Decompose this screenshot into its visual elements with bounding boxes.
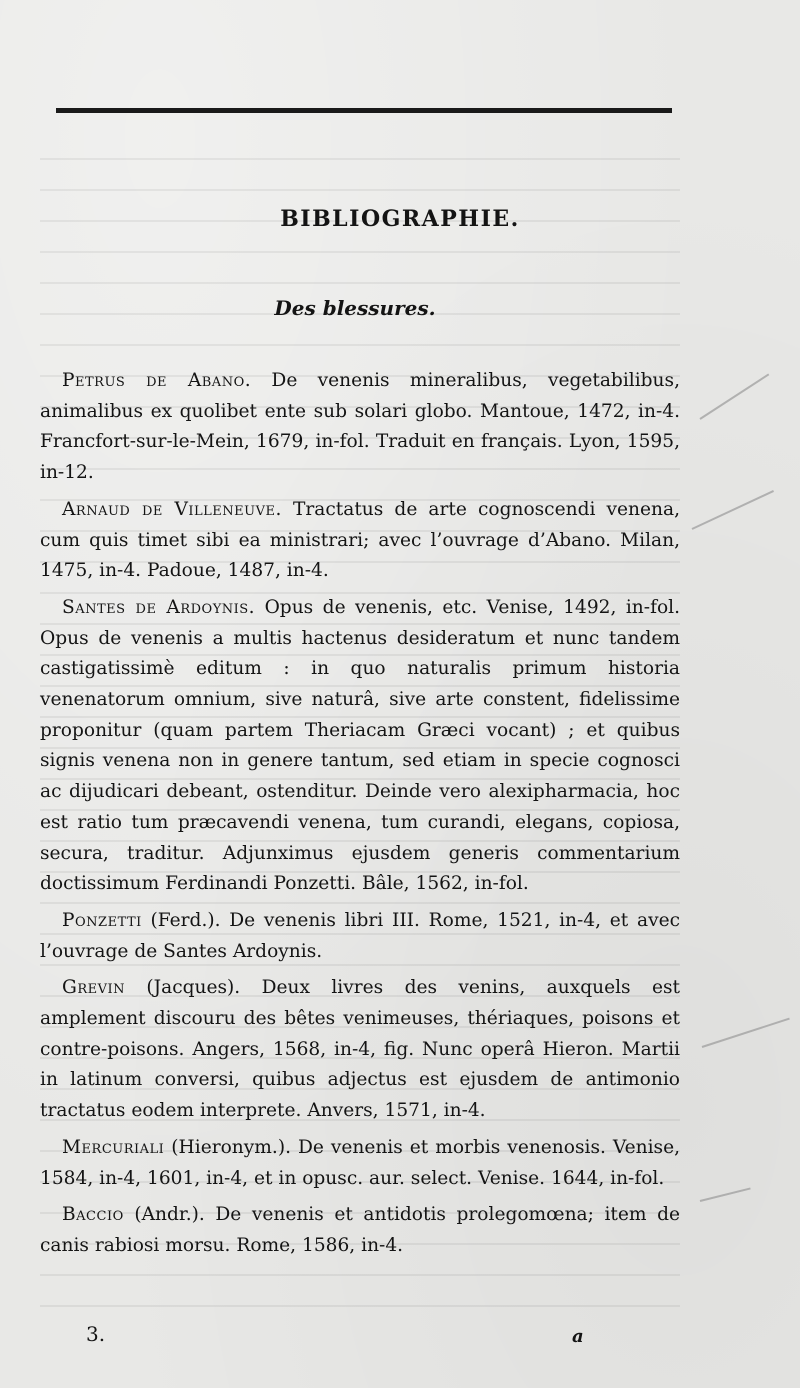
entry-author: Mercuriali <box>62 1136 165 1158</box>
bibliography-list <box>40 366 680 1268</box>
page-heading: BIBLIOGRAPHIE. <box>280 206 520 232</box>
entry-author: Arnaud de Villeneuve. <box>62 498 282 520</box>
bibliography-entry <box>40 1133 680 1194</box>
entry-author: Petrus de Abano. <box>62 370 252 391</box>
bibliography-entry <box>40 366 680 489</box>
bibliography-entry <box>40 973 680 1127</box>
pencil-mark <box>699 374 769 420</box>
entry-author: Santes de Ardoynis. <box>62 596 256 618</box>
bibliography-entry <box>40 495 680 587</box>
section-subheading: Des blessures. <box>274 296 436 320</box>
pencil-mark <box>700 1187 751 1202</box>
pencil-mark <box>702 1018 790 1048</box>
entry-text: (Ferd.). De venenis libri III. Rome, 1521, in-4, et avec l’ouvrage de Santes Ardoynis. <box>40 909 680 962</box>
bibliography-entry <box>40 593 680 900</box>
gathering-letter: a <box>572 1326 584 1347</box>
entry-author: Ponzetti <box>62 909 142 931</box>
header-rule <box>56 108 672 113</box>
entry-author: Grevin <box>62 977 126 999</box>
entry-text: Opus de venenis, etc. Venise, 1492, in-fol. Opus de venenis a multis hactenus desideratum et nunc tandem castigatissimè editum : in quo naturalis primum historia venenatorum omnium, sive naturâ, sive arte constent, fidelissime proponitur (quam partem Theriacam Græci vocant) ; et quibus signis venena non in genere tantum, sed etiam in specie cognosci ac dijudicari debeant, ostenditur. Deinde vero alexipharmacia, hoc est ratio tum præcavendi venena, tum curandi, elegans, copiosa, secura, traditur. Adjunximus ejusdem generis commentarium doctissimum Ferdinandi Ponzetti. Bâle, 1562, in-fol. <box>40 596 680 895</box>
entry-text: (Andr.). De venenis et antidotis prolegomœna; item de canis rabiosi morsu. Rome, 1586, in-4. <box>40 1204 680 1256</box>
bibliography-entry <box>40 1200 680 1261</box>
entry-text: (Jacques). Deux livres des venins, auxquels est amplement discouru des bêtes venimeuses, thériaques, poisons et contre-poisons. Angers, 1568, in-4, fig. Nunc operâ Hieron. Martii in latinum conversi, quibus adjectus est ejusdem de antimonio tractatus eodem interprete. Anvers, 1571, in-4. <box>40 977 680 1122</box>
signature-mark: 3. <box>86 1322 106 1346</box>
pencil-mark <box>692 490 774 530</box>
entry-text: Tractatus de arte cognoscendi venena, cum quis timet sibi ea ministrari; avec l’ouvrage d’Abano. Milan, 1475, in-4. Padoue, 1487, in-4. <box>40 498 680 582</box>
bibliography-entry <box>40 906 680 967</box>
entry-text: (Hieronym.). De venenis et morbis venenosis. Venise, 1584, in-4, 1601, in-4, et in opusc. aur. select. Venise. 1644, in-fol. <box>40 1136 680 1189</box>
entry-text: De venenis mineralibus, vegetabilibus, animalibus ex quolibet ente sub solari globo. Mantoue, 1472, in-4. Francfort-sur-le-Mein, 1679, in-fol. Traduit en français. Lyon, 1595, in-12. <box>40 370 680 484</box>
entry-author: Baccio <box>62 1204 124 1226</box>
